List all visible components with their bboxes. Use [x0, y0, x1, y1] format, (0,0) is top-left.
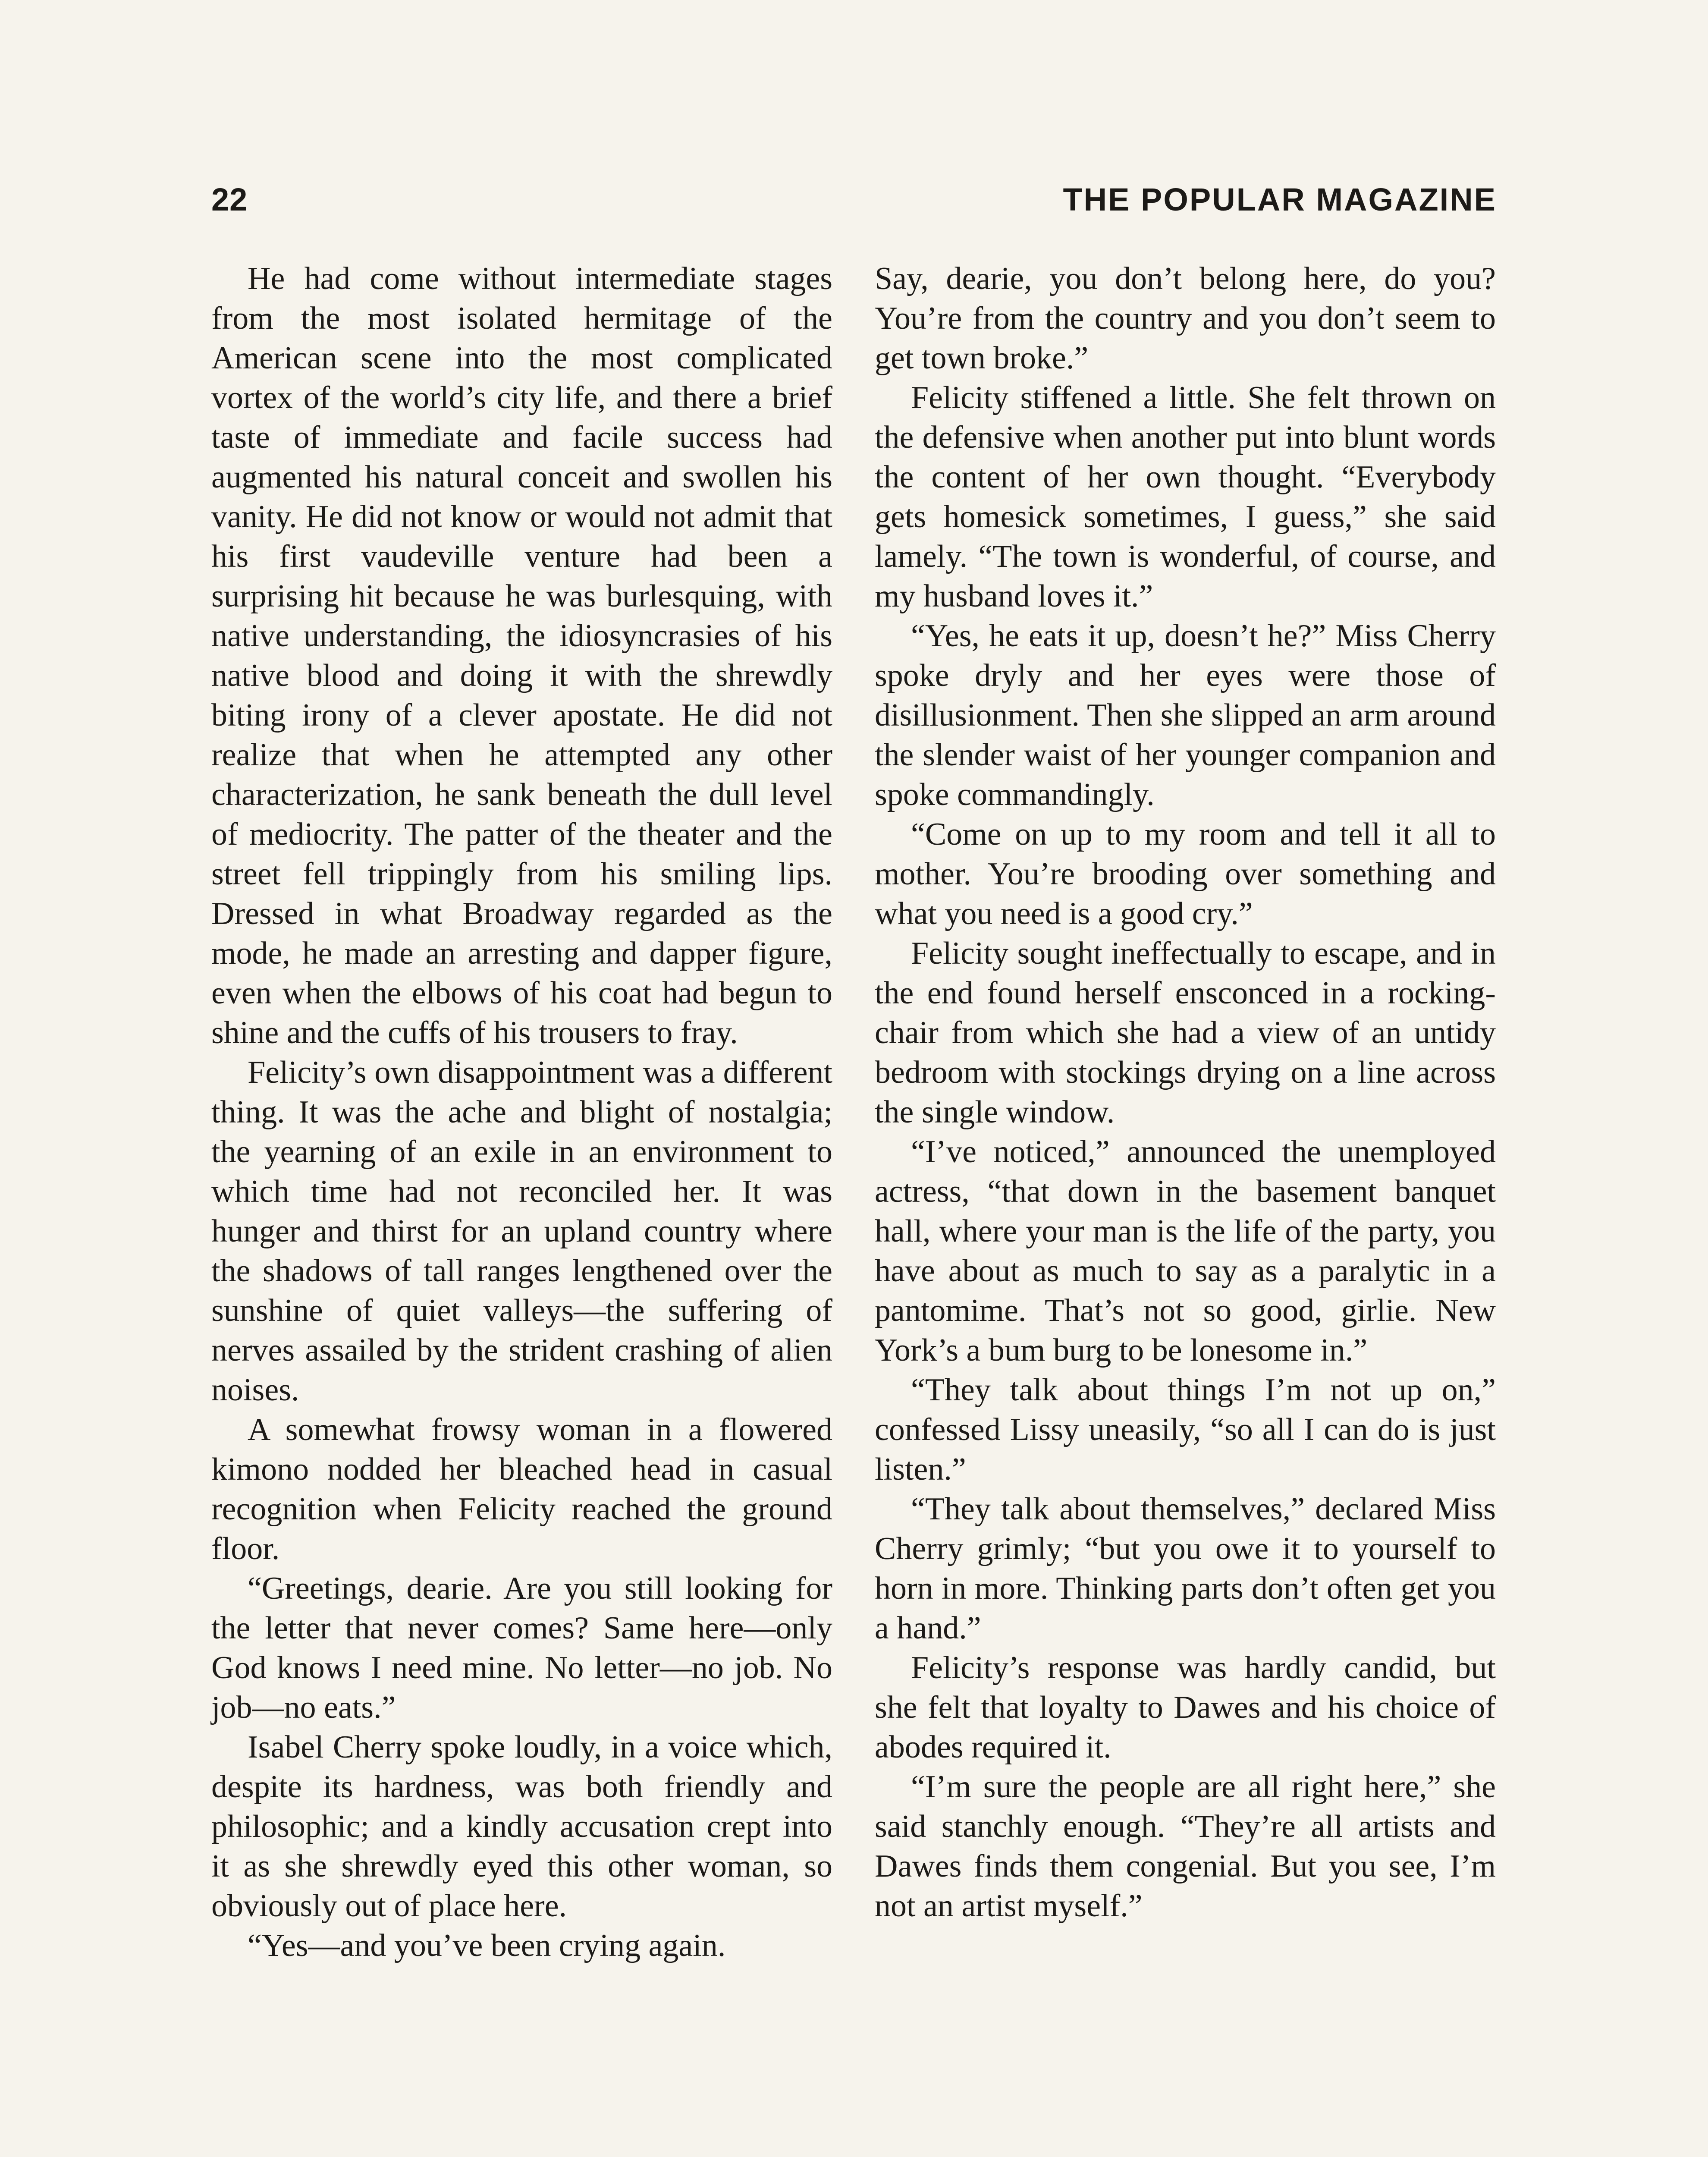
paragraph: “I’ve noticed,” announced the unemployed actress, “that down in the basement banquet hall, where your man is the life of the party, you have about as much to say as a paralytic in a pantomime. That’s not so good, girlie. New York’s a bum burg to be lonesome in.”: [875, 1134, 1496, 1368]
paragraph: A somewhat frowsy woman in a flowered kimono nodded her bleached head in casual recognition when Felicity reached the ground floor.: [211, 1412, 832, 1566]
paragraph: Felicity sought ineffectually to escape, and in the end found herself ensconced in a rocking-chair from which she had a view of an untidy bedroom with stockings drying on a line across the single window.: [875, 936, 1496, 1130]
paragraph-continuation: Say, dearie, you don’t belong here, do you? You’re from the country and you don’t seem to get town broke.”: [875, 261, 1496, 376]
paragraph: “Yes, he eats it up, doesn’t he?” Miss Cherry spoke dryly and her eyes were those of disillusionment. Then she slipped an arm around the slender waist of her younger companion and spoke commandingly.: [875, 618, 1496, 812]
paragraph: “Come on up to my room and tell it all to mother. You’re brooding over something and what you need is a good cry.”: [875, 817, 1496, 931]
text-column-right: [875, 259, 1496, 1926]
page-number: 22: [211, 182, 248, 217]
paragraph: He had come without intermediate stages from the most isolated hermitage of the American scene into the most complicated vortex of the world’s city life, and there a brief taste of immediate and facile success had augmented his natural conceit and swollen his vanity. He did not know or would not admit that his first vaudeville venture had been a surprising hit because he was burlesquing, with native understanding, the idiosyncrasies of his native blood and doing it with the shrewdly biting irony of a clever apostate. He did not realize that when he attempted any other characterization, he sank beneath the dull level of mediocrity. The patter of the theater and the street fell trippingly from his smiling lips. Dressed in what Broadway regarded as the mode, he made an arresting and dapper figure, even when the elbows of his coat had begun to shine and the cuffs of his trousers to fray.: [211, 261, 832, 1050]
paragraph: Felicity stiffened a little. She felt thrown on the defensive when another put into blunt words the content of her own thought. “Everybody gets homesick sometimes, I guess,” she said lamely. “The town is wonderful, of course, and my husband loves it.”: [875, 380, 1496, 614]
paragraph: Felicity’s response was hardly candid, but she felt that loyalty to Dawes and his choice of abodes required it.: [875, 1650, 1496, 1765]
text-column-left: [211, 259, 832, 1965]
paragraph: Felicity’s own disappointment was a different thing. It was the ache and blight of nostalgia; the yearning of an exile in an environment to which time had not reconciled her. It was hunger and thirst for an upland country where the shadows of tall ranges lengthened over the sunshine of quiet valleys—the suffering of nerves assailed by the strident crashing of alien noises.: [211, 1055, 832, 1408]
paragraph: “I’m sure the people are all right here,” she said stanchly enough. “They’re all artists and Dawes finds them congenial. But you see, I’m not an artist myself.”: [875, 1769, 1496, 1924]
paragraph: “They talk about things I’m not up on,” confessed Lissy uneasily, “so all I can do is just listen.”: [875, 1372, 1496, 1487]
paragraph: “Greetings, dearie. Are you still looking for the letter that never comes? Same here—only God knows I need mine. No letter—no job. No job—no eats.”: [211, 1571, 832, 1725]
paragraph: “They talk about themselves,” declared Miss Cherry grimly; “but you owe it to yourself to horn in more. Thinking parts don’t often get you a hand.”: [875, 1491, 1496, 1646]
paragraph: “Yes—and you’ve been crying again.: [248, 1928, 726, 1963]
running-head: THE POPULAR MAGAZINE: [1063, 182, 1497, 217]
paragraph: Isabel Cherry spoke loudly, in a voice which, despite its hardness, was both friendly and philosophic; and a kindly accusation crept into it as she shrewdly eyed this other woman, so obviously out of place here.: [211, 1729, 832, 1924]
